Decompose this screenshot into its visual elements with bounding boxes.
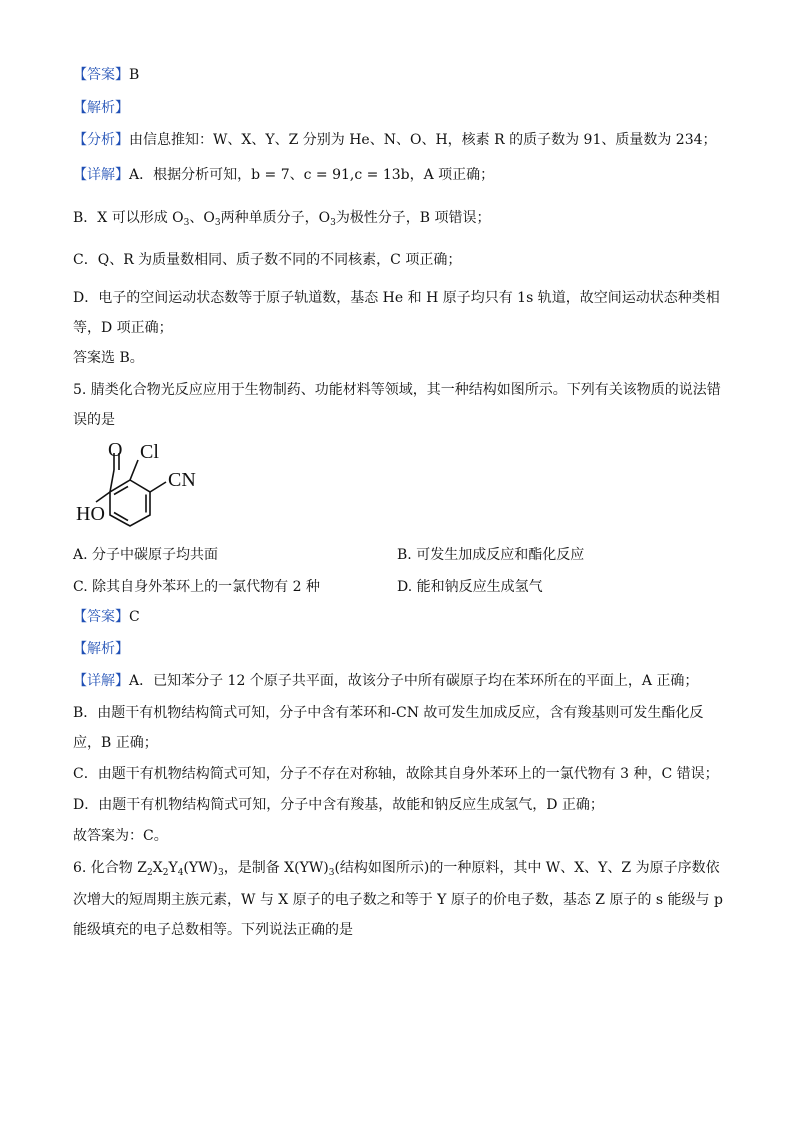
cyano-bond <box>150 482 166 492</box>
subscript: 3 <box>183 218 190 228</box>
q6-stem-post: (结构如图所示)的一种原料，其中 W、X、Y、Z 为原子序数依 <box>334 860 720 876</box>
atom-label-cn: CN <box>168 469 196 491</box>
q5-line-a: A．已知苯分子 12 个原子共平面，故该分子中所有碳原子均在苯环所在的平面上，A 正确； <box>129 673 699 689</box>
carbonyl-bond <box>110 470 114 492</box>
atom-label-cl: Cl <box>140 441 159 463</box>
chloro-bond <box>130 460 138 480</box>
benzene-ring <box>110 480 150 526</box>
subscript: 3 <box>328 868 335 878</box>
q4-line-d1: D．电子的空间运动状态数等于原子轨道数，基态 He 和 H 原子均只有 1s 轨道，故空间运动状态种类相 <box>73 290 720 306</box>
fenxi-tag: 【分析】 <box>73 132 129 148</box>
molecule-structure-diagram <box>70 440 230 530</box>
q6-stem-line3: 能级填充的电子总数相等。下列说法正确的是 <box>73 922 353 938</box>
q4-xiangjie-a <box>73 165 494 185</box>
xiangjie-tag: 【详解】 <box>73 673 129 689</box>
q5-answer <box>73 607 140 627</box>
answer-value: B <box>129 67 140 83</box>
q4-line-a: A．根据分析可知，b = 7、c = 91,c = 13b，A 项正确； <box>129 167 495 183</box>
subscript: 2 <box>147 868 153 878</box>
q6-stem-y: Y <box>168 860 178 876</box>
subscript: 3 <box>217 868 224 878</box>
q4-line-c: C．Q、R 为质量数相同、质子数不同的不同核素，C 项正确； <box>73 252 462 268</box>
q4-answer <box>73 65 139 85</box>
q4-analysis-tag: 【解析】 <box>73 100 129 116</box>
q6-stem-x: X <box>152 860 163 876</box>
q5-line-b1: B．由题干有机物结构简式可知，分子中含有苯环和-CN 故可发生加成反应，含有羧基则可发生酯化反 <box>73 705 704 721</box>
answer-tag: 【答案】 <box>73 609 129 625</box>
q5-line-c: C．由题干有机物结构简式可知，分子不存在对称轴，故除其自身外苯环上的一氯代物有 3 种，C 错误； <box>73 766 719 782</box>
hydroxyl-bond <box>96 492 110 502</box>
subscript: 3 <box>214 218 221 228</box>
q5-analysis-tag: 【解析】 <box>73 641 129 657</box>
option-c: C. 除其自身外苯环上的一氯代物有 2 种 <box>73 579 320 595</box>
q4-line-b <box>73 208 491 233</box>
q6-stem-mid: ，是制备 X(YW) <box>223 860 329 876</box>
option-b: B. 可发生加成反应和酯化反应 <box>397 547 585 563</box>
subscript: 2 <box>162 868 169 878</box>
option-a: A. 分子中碳原子均共面 <box>73 547 219 563</box>
q5-xiangjie-a <box>73 671 698 691</box>
q6-stem-pre: 6. 化合物 Z <box>73 860 147 876</box>
q6-stem-line2: 次增大的短周期主族元素，W 与 X 原子的电子数之和等于 Y 原子的价电子数，基态 Z 原子的 s 能级与 p <box>73 892 723 908</box>
q4-conclusion: 答案选 B。 <box>73 350 144 366</box>
q5-line-b2: 应，B 正确； <box>73 735 158 751</box>
q5-stem-line2: 误的是 <box>73 412 115 428</box>
q4-line-b-pre: B．X 可以形成 O <box>73 210 184 226</box>
atom-label-o: O <box>108 440 123 461</box>
q4-line-d2: 等，D 项正确； <box>73 320 173 336</box>
answer-value: C <box>129 609 140 625</box>
q5-conclusion: 故答案为：C。 <box>73 828 168 844</box>
answer-tag: 【答案】 <box>73 67 129 83</box>
q4-line-b-post: 为极性分子，B 项错误； <box>335 210 491 226</box>
option-d: D. 能和钠反应生成氢气 <box>397 579 543 595</box>
atom-label-ho: HO <box>76 503 105 525</box>
q5-stem-line1: 5. 腈类化合物光反应应用于生物制药、功能材料等领域，其一种结构如图所示。下列有关该物质的说法错 <box>73 382 721 398</box>
xiangjie-tag: 【详解】 <box>73 167 129 183</box>
q4-fenxi <box>73 130 717 150</box>
q5-line-d: D．由题干有机物结构简式可知，分子中含有羧基，故能和钠反应生成氢气，D 正确； <box>73 797 604 813</box>
q6-stem-line1 <box>73 858 720 883</box>
q6-stem-yw: (YW) <box>183 860 218 876</box>
fenxi-text: 由信息推知：W、X、Y、Z 分别为 He、N、O、H，核素 R 的质子数为 91、质量数为 234； <box>129 132 717 148</box>
subscript: 3 <box>330 218 336 228</box>
q4-line-b-mid2: 两种单质分子，O <box>220 210 331 226</box>
q4-line-b-mid1: 、O <box>189 210 215 226</box>
subscript: 4 <box>177 868 184 878</box>
